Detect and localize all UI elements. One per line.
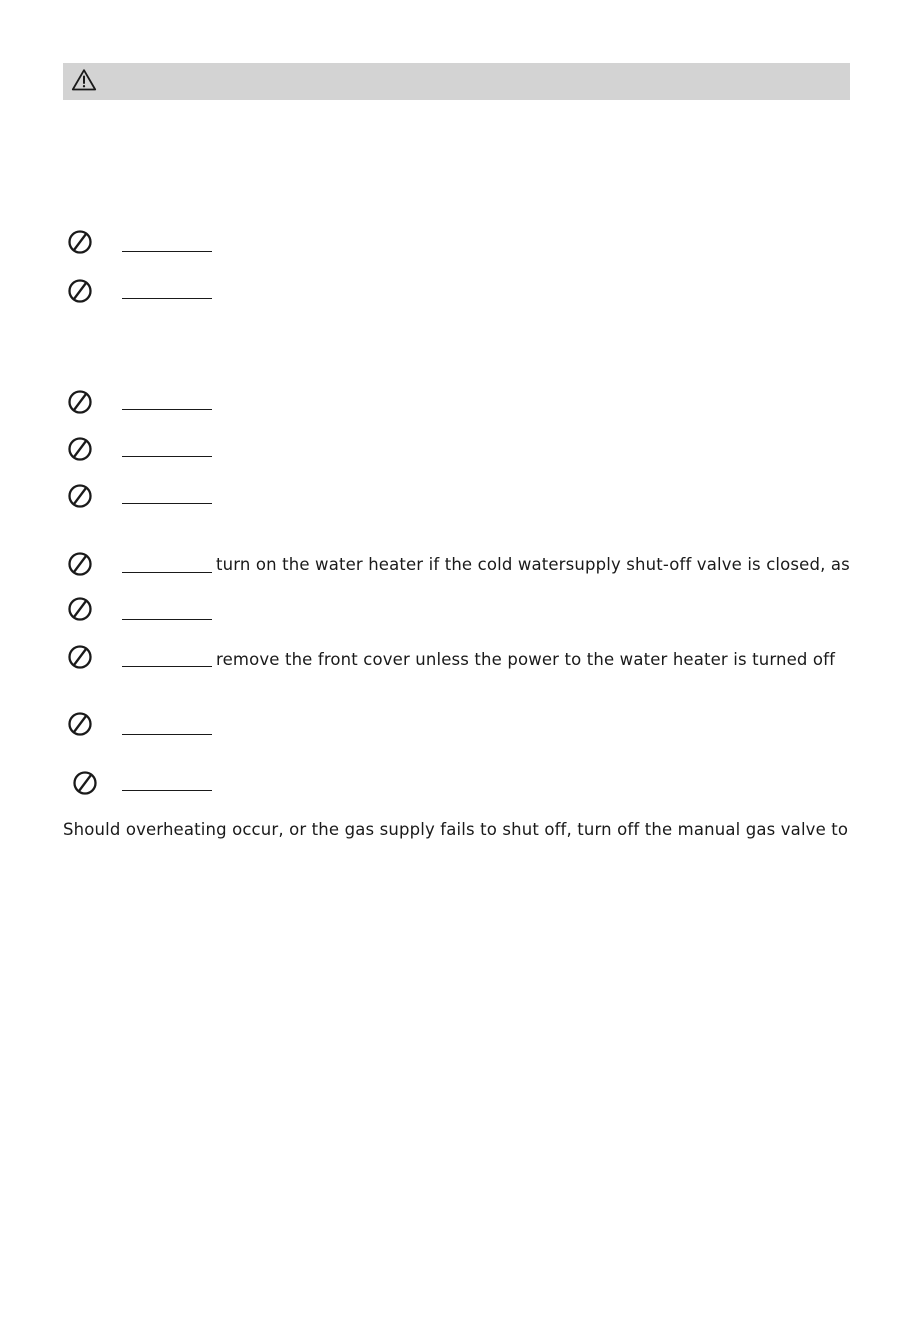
blank-line	[122, 666, 212, 667]
blank-line	[122, 572, 212, 573]
prohibition-icon	[67, 278, 93, 304]
blank-line	[122, 456, 212, 457]
warning-bar	[63, 63, 850, 100]
overheating-instruction: Should overheating occur, or the gas supply fails to shut off, turn off the manual gas valve to	[63, 820, 849, 839]
prohibition-icon	[67, 596, 93, 622]
prohibition-icon	[67, 389, 93, 415]
blank-line	[122, 619, 212, 620]
blank-line	[122, 790, 212, 791]
blank-line	[122, 503, 212, 504]
prohibition-icon	[72, 770, 98, 796]
blank-line	[122, 298, 212, 299]
prohibition-icon	[67, 551, 93, 577]
item-text: turn on the water heater if the cold watersupply shut-off valve is closed, as	[216, 555, 850, 574]
prohibition-icon	[67, 644, 93, 670]
prohibition-icon	[67, 711, 93, 737]
prohibition-icon	[67, 436, 93, 462]
prohibition-icon	[67, 483, 93, 509]
prohibition-icon	[67, 229, 93, 255]
blank-line	[122, 251, 212, 252]
blank-line	[122, 409, 212, 410]
blank-line	[122, 734, 212, 735]
item-text: remove the front cover unless the power to the water heater is turned off	[216, 650, 836, 669]
warning-triangle-icon	[71, 68, 97, 92]
